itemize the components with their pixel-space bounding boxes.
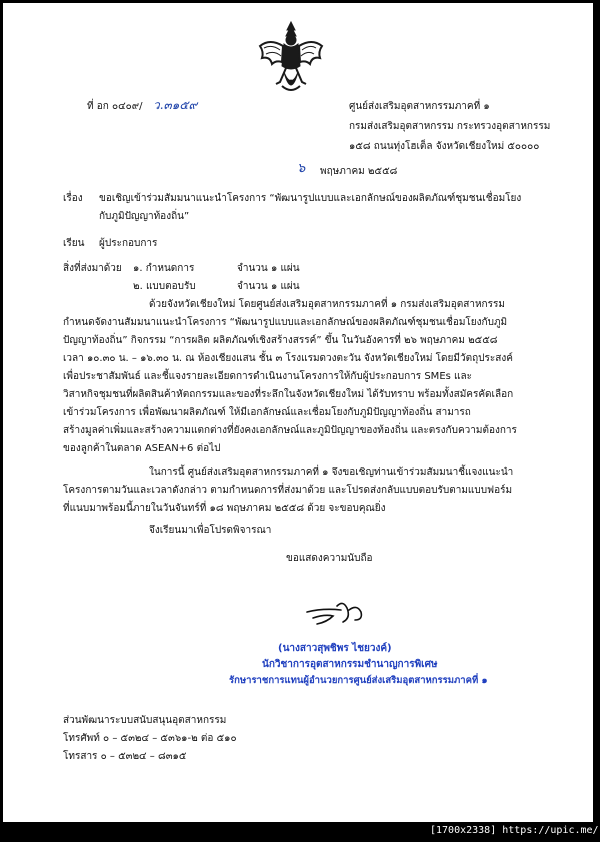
subject-line-2: กับภูมิปัญญาท้องถิ่น” [99, 211, 190, 222]
paragraph-1-line: ของลูกค้าในตลาด ASEAN+6 ต่อไป [63, 443, 221, 454]
enclosure-qty: จำนวน ๑ แผ่น [237, 263, 300, 274]
salutation-label: เรียน [63, 238, 85, 249]
enclosure-item: ๑. กำหนดการ [133, 263, 195, 274]
subject-label: เรื่อง [63, 193, 83, 204]
closing-request: จึงเรียนมาเพื่อโปรดพิจารณา [149, 525, 272, 536]
letter-page [3, 3, 593, 822]
enclosure-qty: จำนวน ๑ แผ่น [237, 281, 300, 292]
signer-title: นักวิชาการอุตสาหกรรมชำนาญการพิเศษ [262, 659, 438, 670]
signature-image [303, 598, 383, 628]
date-day-handwritten: ๖ [297, 161, 306, 176]
paragraph-1-line: ปัญญาท้องถิ่น” กิจกรรม “การผลิต ผลิตภัณฑ์เชิงสร้างสรรค์” ขึ้น ในวันอังคารที่ ๒๖ พฤษภาคม ๒๕๕๘ [63, 335, 498, 346]
paragraph-2-line: ที่แนบมาพร้อมนี้ภายในวันจันทร์ที่ ๑๘ พฤษภาคม ๒๕๕๘ ด้วย จะขอบคุณยิ่ง [63, 503, 386, 514]
signer-acting-title: รักษาราชการแทนผู้อำนวยการศูนย์ส่งเสริมอุตสาหกรรมภาคที่ ๑ [229, 675, 488, 686]
salutation-recipient: ผู้ประกอบการ [99, 238, 158, 249]
closing-phrase: ขอแสดงความนับถือ [286, 553, 373, 564]
fax-number: โทรสาร ๐ – ๕๓๒๔ – ๘๓๑๕ [63, 751, 187, 762]
paragraph-1-line: กำหนดจัดงานสัมมนาแนะนำโครงการ “พัฒนารูปแบบและเอกลักษณ์ของผลิตภัณฑ์ชุมชนเชื่อมโยงกับภูมิ [63, 317, 508, 328]
paragraph-1-line: เข้าร่วมโครงการ เพื่อพัฒนาผลิตภัณฑ์ ให้มีเอกลักษณ์และเชื่อมโยงกับภูมิปัญญาท้องถิ่น สามารถ [63, 407, 471, 418]
paragraph-1-line: วิสาหกิจชุมชนที่ผลิตสินค้าหัตถกรรมและของที่ระลึกในจังหวัดเชียงใหม่ ได้รับทราบ พร้อมทั้งสมัครคัดเลือก [63, 389, 514, 400]
paragraph-1-line: เวลา ๑๐.๓๐ น. – ๑๖.๓๐ น. ณ ห้องเชียงแสน ชั้น ๓ โรงแรมดวงตะวัน จังหวัดเชียงใหม่ โดยมีวัตถุประสงค์ [63, 353, 513, 364]
reference-number-handwritten: ว.๓๑๕๙ [153, 98, 198, 112]
subject-line-1: ขอเชิญเข้าร่วมสัมมนาแนะนำโครงการ “พัฒนารูปแบบและเอกลักษณ์ของผลิตภัณฑ์ชุมชนเชื่อมโยง [99, 193, 522, 204]
org-name-line: ศูนย์ส่งเสริมอุตสาหกรรมภาคที่ ๑ [349, 101, 490, 112]
garuda-emblem-icon [256, 20, 326, 100]
image-size-caption: [1700x2338] https://upic.me/ [430, 825, 599, 836]
paragraph-1-line: ด้วยจังหวัดเชียงใหม่ โดยศูนย์ส่งเสริมอุตสาหกรรมภาคที่ ๑ กรมส่งเสริมอุตสาหกรรม [149, 299, 505, 310]
paragraph-2-line: ในการนี้ ศูนย์ส่งเสริมอุตสาหกรรมภาคที่ ๑ จึงขอเชิญท่านเข้าร่วมสัมมนาชี้แจงแนะนำ [149, 467, 514, 478]
reference-prefix: ที่ อก ๐๔๐๙/ [87, 101, 143, 112]
department-name: ส่วนพัฒนาระบบสนับสนุนอุตสาหกรรม [63, 715, 227, 726]
org-address-line: ๑๕๘ ถนนทุ่งโฮเต็ล จังหวัดเชียงใหม่ ๕๐๐๐๐ [349, 141, 540, 152]
phone-number: โทรศัพท์ ๐ – ๕๓๒๔ – ๕๓๖๑-๒ ต่อ ๕๑๐ [63, 733, 237, 744]
enclosure-item: ๒. แบบตอบรับ [133, 281, 196, 292]
signer-name: (นางสาวสุพชิพร ไชยวงค์) [278, 643, 392, 654]
date-month-year: พฤษภาคม ๒๕๕๘ [320, 166, 398, 177]
paragraph-1-line: เพื่อประชาสัมพันธ์ และชี้แจงรายละเอียดการดำเนินงานโครงการให้กับผู้ประกอบการ SMEs และ [63, 371, 472, 382]
paragraph-2-line: โครงการตามวันและเวลาดังกล่าว ตามกำหนดการที่ส่งมาด้วย และโปรดส่งกลับแบบตอบรับตามแบบฟอร์ม [63, 485, 513, 496]
paragraph-1-line: สร้างมูลค่าเพิ่มและสร้างความแตกต่างที่ยังคงเอกลักษณ์และภูมิปัญญาของท้องถิ่น และตรงกับความต้องการ [63, 425, 517, 436]
org-ministry-line: กรมส่งเสริมอุตสาหกรรม กระทรวงอุตสาหกรรม [349, 121, 551, 132]
enclosure-label: สิ่งที่ส่งมาด้วย [63, 263, 122, 274]
